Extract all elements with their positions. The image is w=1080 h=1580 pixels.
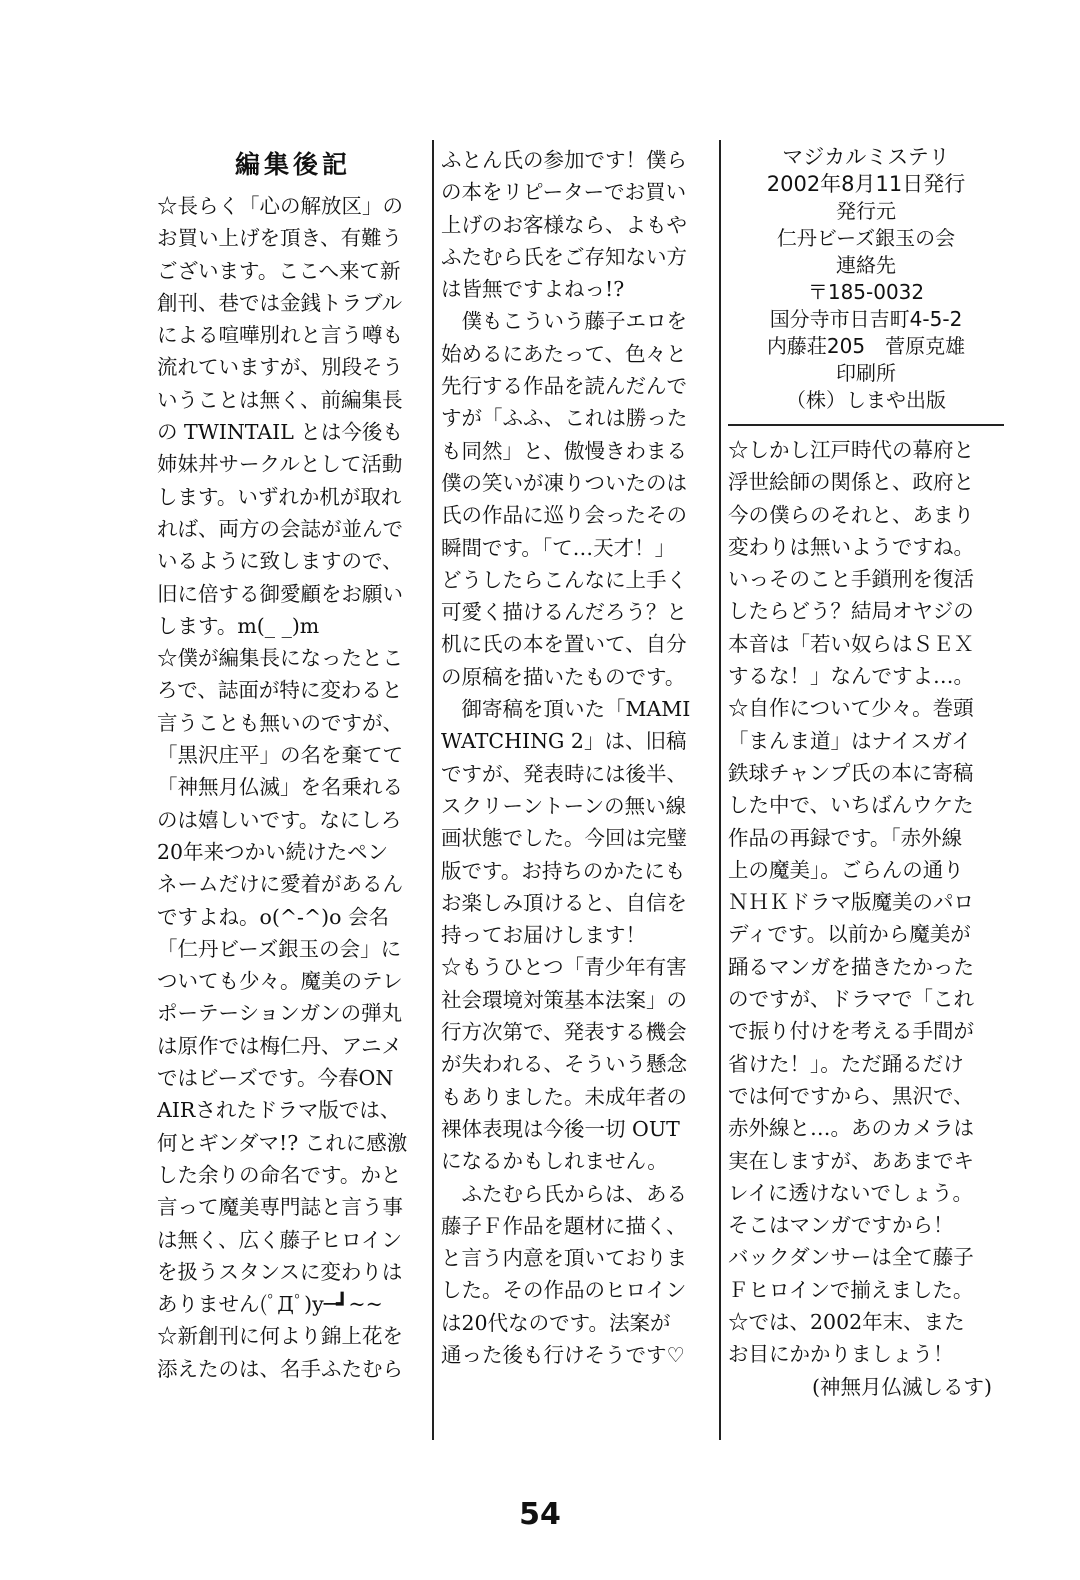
text-line: ☆では、2002年末、また [728, 1310, 965, 1335]
page-title: 編集後記 [234, 150, 351, 179]
text-line: ですよね。o(^-^)o 会名 [157, 904, 389, 929]
text-line: 始めるにあたって、色々と [441, 341, 687, 366]
colophon-line: 印刷所 [836, 361, 896, 385]
text-line: ふたむら氏からは、ある [441, 1181, 687, 1206]
text-line: ☆新創刊に何より錦上花を [157, 1324, 403, 1349]
text-line: 言って魔美専門誌と言う事 [157, 1195, 403, 1220]
text-line: 「仁丹ビーズ銀玉の会」に [157, 936, 402, 961]
text-line: 「黒沢庄平」の名を棄てて [157, 743, 403, 768]
text-line: お目にかかりましょう！ [728, 1342, 954, 1367]
text-line: が失われる、そういう懸念 [441, 1052, 687, 1077]
text-line: 先行する作品を読んだんで [441, 374, 687, 399]
text-line: スクリーントーンの無い線 [441, 793, 687, 818]
text-line: ではビーズです。今春ON [157, 1066, 394, 1091]
colophon-block [728, 144, 1004, 414]
text-line: ですが、発表時には後半、 [441, 761, 687, 786]
text-line: 今の僕らのそれと、あまり [728, 502, 974, 527]
text-line: AIRされたドラマ版では、 [157, 1098, 401, 1123]
text-line: ディです。以前から魔美が [728, 922, 971, 947]
text-line: そこはマンガですから！ [728, 1213, 954, 1238]
text-line: の TWINTAIL とは今後も [157, 420, 403, 445]
text-line: と言う内意を頂いておりま [441, 1246, 687, 1271]
colophon-line: 仁丹ビーズ銀玉の会 [776, 226, 956, 250]
colophon-line: 〒185-0032 [807, 280, 925, 304]
text-line: 何とギンダマ!? これに感激 [157, 1130, 408, 1155]
text-line: は皆無ですよねっ!? [441, 277, 625, 302]
text-line: お楽しみ頂けると、自信を [441, 890, 687, 915]
signature: (神無月仏滅しるす) [812, 1374, 992, 1399]
colophon-line: 内藤荘205 菅原克雄 [766, 334, 966, 358]
text-line: ＮＨＫドラマ版魔美のパロ [728, 890, 974, 915]
text-line: 流れていますが、別段そう [157, 355, 403, 380]
text-line: ☆しかし江戸時代の幕府と [728, 438, 974, 462]
text-line: いっそのこと手鎖刑を復活 [728, 567, 974, 592]
text-line: 省けた！」。ただ踊るだけ [728, 1051, 964, 1076]
text-line: ろで、誌面が特に変わると [157, 678, 403, 703]
text-line: WATCHING 2」は、旧稿 [441, 729, 687, 754]
text-line: Ｆヒロインで揃えました。 [728, 1277, 974, 1302]
text-line: は無く、広く藤子ヒロイン [157, 1227, 402, 1252]
text-line: 上の魔美」。ごらんの通り [728, 857, 964, 882]
text-line: 言うことも無いのですが、 [157, 710, 403, 735]
column-divider [432, 140, 434, 1440]
text-line: 持ってお届けします！ [441, 923, 646, 948]
text-column-3-body [728, 434, 1004, 1371]
text-line: 僕もこういう藤子エロを [441, 309, 687, 334]
column-divider [719, 140, 721, 1440]
text-line: した。その作品のヒロイン [441, 1278, 687, 1303]
text-line: すが「ふふ、これは勝った [441, 406, 688, 431]
text-line: ございます。ここへ来て新 [157, 258, 401, 283]
text-line: ☆自作について少々。巻頭 [728, 696, 974, 721]
text-line: 行方次第で、発表する機会 [441, 1020, 687, 1045]
text-line: 御寄稿を頂いた「MAMI [441, 697, 691, 722]
text-column-3 [728, 144, 1004, 1403]
text-line: 藤子Ｆ作品を題材に描く、 [441, 1213, 687, 1238]
colophon-line: マジカルミステリ [782, 145, 950, 169]
text-line: 机に氏の本を置いて、自分 [441, 632, 687, 657]
colophon-line: 国分寺市日吉町4-5-2 [769, 307, 963, 331]
text-line: 姉妹丼サークルとして活動 [157, 452, 403, 477]
text-line: した中で、いちばんウケた [728, 793, 974, 818]
text-line: 瞬間です。「て…天才！」 [441, 535, 676, 560]
text-line: の本をリピーターでお買い [441, 180, 687, 205]
text-line: したらどう？結局オヤジの [728, 599, 974, 624]
text-line: した余りの命名です。かと [157, 1162, 402, 1187]
text-line: 旧に倍する御愛顧をお願い [157, 581, 403, 606]
text-line: 氏の作品に巡り会ったその [441, 503, 687, 528]
text-line: どうしたらこんなに上手く [441, 567, 687, 592]
text-column-1 [157, 144, 429, 1385]
text-line: の原稿を描いたものです。 [441, 664, 686, 689]
text-line: お買い上げを頂き、有難う [157, 226, 403, 251]
text-line: します。m(_ _)m [157, 613, 320, 638]
text-line: 版です。お持ちのかたにも [441, 858, 686, 883]
text-line: は原作では梅仁丹、アニメ [157, 1033, 402, 1058]
text-line: いるように致しますので、 [157, 549, 403, 574]
text-line: 浮世絵師の関係と、政府と [728, 470, 974, 495]
text-line: を扱うスタンスに変わりは [157, 1259, 403, 1284]
text-line: ありません(ﾟДﾟ)y─┛~~ [157, 1292, 383, 1317]
text-line: 踊るマンガを描きたかった [728, 954, 974, 979]
text-line: による喧嘩別れと言う噂も [157, 323, 403, 348]
text-line: 鉄球チャンプ氏の本に寄稿 [728, 760, 974, 785]
text-line: のですが、ドラマで「これ [728, 987, 974, 1012]
text-line: もありました。未成年者の [441, 1084, 687, 1109]
text-line: いうことは無く、前編集長 [157, 387, 403, 412]
text-line: 実在しますが、ああまでキ [728, 1148, 974, 1173]
text-line: は20代なのです。法案が [441, 1310, 671, 1335]
colophon-line: 発行元 [836, 199, 896, 223]
text-line: ネームだけに愛着があるん [157, 872, 403, 897]
text-line: バックダンサーは全て藤子 [728, 1245, 974, 1270]
colophon-line: （株）しまや出版 [786, 388, 946, 412]
colophon-line: 2002年8月11日発行 [766, 172, 966, 196]
text-line: 赤外線と…。あのカメラは [728, 1116, 974, 1141]
page-number: 54 [519, 1497, 561, 1532]
text-line: ふとん氏の参加です！僕ら [441, 148, 687, 172]
text-line: 僕の笑いが凍りついたのは [441, 470, 687, 495]
text-line: 変わりは無いようですね。 [728, 534, 974, 559]
text-line: します。いずれか机が取れ [157, 484, 402, 509]
text-line: 「神無月仏滅」を名乗れる [157, 775, 403, 800]
colophon-line: 連絡先 [836, 253, 896, 277]
text-line: するな！」なんですよ…。 [728, 664, 974, 689]
text-line: 通った後も行けそうです♡ [441, 1342, 685, 1367]
text-line: のは嬉しいです。なにしろ [157, 807, 402, 832]
text-line: 裸体表現は今後一切 OUT [441, 1116, 680, 1141]
text-line: ポーテーションガンの弾丸 [157, 1001, 403, 1026]
text-line: レイに透けないでしょう。 [728, 1180, 973, 1205]
colophon-divider [728, 424, 1004, 426]
text-line: 上げのお客様なら、よもや [441, 212, 687, 237]
text-line: ふたむら氏をご存知ない方 [441, 244, 687, 269]
text-line: 「まんま道」はナイスガイ [728, 728, 972, 753]
text-column-2 [441, 144, 715, 1371]
text-line: ☆僕が編集長になったとこ [157, 646, 403, 671]
text-line: になるかもしれません。 [441, 1149, 668, 1174]
text-line: 本音は「若い奴らはＳＥＸ [728, 631, 974, 656]
text-line: 20年来つかい続けたペン [157, 839, 389, 864]
text-line: ☆もうひとつ「青少年有害 [441, 955, 687, 980]
text-line: れば、両方の会誌が並んで [157, 516, 403, 541]
text-line: 添えたのは、名手ふたむら [157, 1356, 403, 1381]
text-line: では何ですから、黒沢で、 [728, 1083, 974, 1108]
text-line: 画状態でした。今回は完璧 [441, 826, 687, 851]
text-line: 可愛く描けるんだろう？と [441, 600, 687, 625]
text-line: ついても少々。魔美のテレ [157, 969, 403, 994]
text-line: 作品の再録です。「赤外線 [728, 825, 963, 850]
text-line: 社会環境対策基本法案」の [441, 987, 687, 1012]
text-line: も同然」と、傲慢きわまる [441, 438, 687, 463]
text-line: で振り付けを考える手間が [728, 1019, 974, 1044]
text-line: ☆長らく「心の解放区」の [157, 194, 403, 218]
text-line: 創刊、巷では金銭トラブル [157, 290, 403, 315]
